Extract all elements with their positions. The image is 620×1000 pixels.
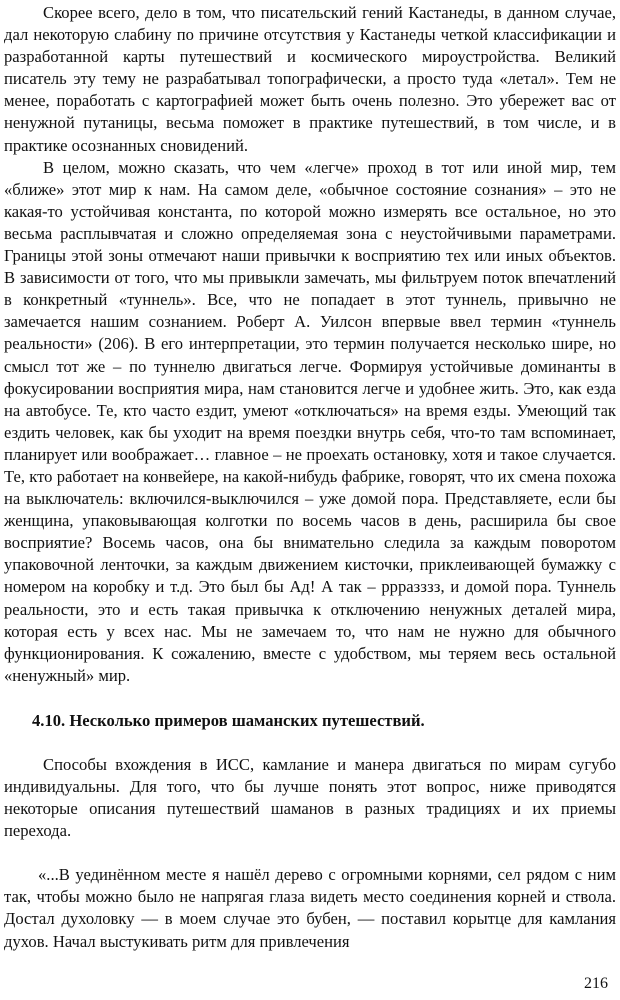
section-paragraph: Способы вхождения в ИСС, камлание и манера двигаться по мирам сугубо индивидуальны. Для того, что бы лучше понять этот вопрос, ниже приводятся некоторые описания путешествий шаманов в разных традициях и их приемы перехода. — [4, 754, 616, 841]
page-number: 216 — [584, 975, 608, 992]
body-paragraph: Скорее всего, дело в том, что писательский гений Кастанеды, в данном случае, дал некоторую слабину по причине отсутствия у Кастанеды четкой классификации и разработанной карты путешествий и космического мироустройства. Великий писатель эту тему не разрабатывал топографически, а просто туда «летал». Тем не менее, поработать с картографией может быть очень полезно. Это убережет вас от ненужной путаницы, весьма поможет в практике путешествий, в том числе, и в практике осознанных сновидений. — [4, 3, 616, 155]
body-paragraph: В целом, можно сказать, что чем «легче» проход в тот или иной мир, тем «ближе» этот мир к нам. На самом деле, «обычное состояние сознания» – это не какая-то устойчивая константа, по которой можно измерять все остальное, но это весьма расплывчатая и сложно определяемая зона с неустойчивыми параметрами. Границы этой зоны отмечают наши привычки к восприятию тех или иных объектов. В зависимости от того, что мы привыкли замечать, мы фильтруем поток впечатлений в конкретный «туннель». Все, что не попадает в этот туннель, привычно не замечается нашим сознанием. Роберт А. Уилсон впервые ввел термин «туннель реальности» (206). В его интерпретации, это термин получается несколько шире, но смысл тот же – по туннелю двигаться легче. Формируя устойчивые доминанты в фокусировании восприятия мира, нам становится легче и удобнее жить. Это, как езда на автобусе. Те, кто часто ездит, умеют «отключаться» на время езды. Умеющий так ездить человек, как бы уходит на время поездки внутрь себя, что-то там вспоминает, планирует или воображает… главное – не проехать остановку, хотя и такое случается. Те, кто работает на конвейере, на какой-нибудь фабрике, говорят, что их смена похожа на выключатель: включился-выключился – уже домой пора. Представляете, если бы женщина, упаковывающая колготки по восемь часов в день, расширила бы свое восприятие? Восемь часов, она бы внимательно следила за каждым поворотом упаковочной ленточки, за каждым движением кисточки, приклеивающей бумажку с номером на коробку и т.д. Это был бы Ад! А так – ррразззз, и домой пора. Туннель реальности, это и есть такая привычка к отключению ненужных деталей мира, которая есть у всех нас. Мы не замечаем то, что нам не нужно для обычного функционирования. К сожалению, вместе с удобством, мы теряем весь остальной «ненужный» мир. — [4, 157, 616, 685]
quote-paragraph: «...В уединённом месте я нашёл дерево с огромными корнями, сел рядом с ним так, чтобы можно было не напрягая глаза видеть место соединения корней и ствола. Достал духоловку — в моем случае это бубен, — поставил корытце для камлания духов. Начал выстукивать ритм для привлечения — [4, 865, 616, 951]
section-heading: 4.10. Несколько примеров шаманских путешествий. — [32, 710, 425, 730]
